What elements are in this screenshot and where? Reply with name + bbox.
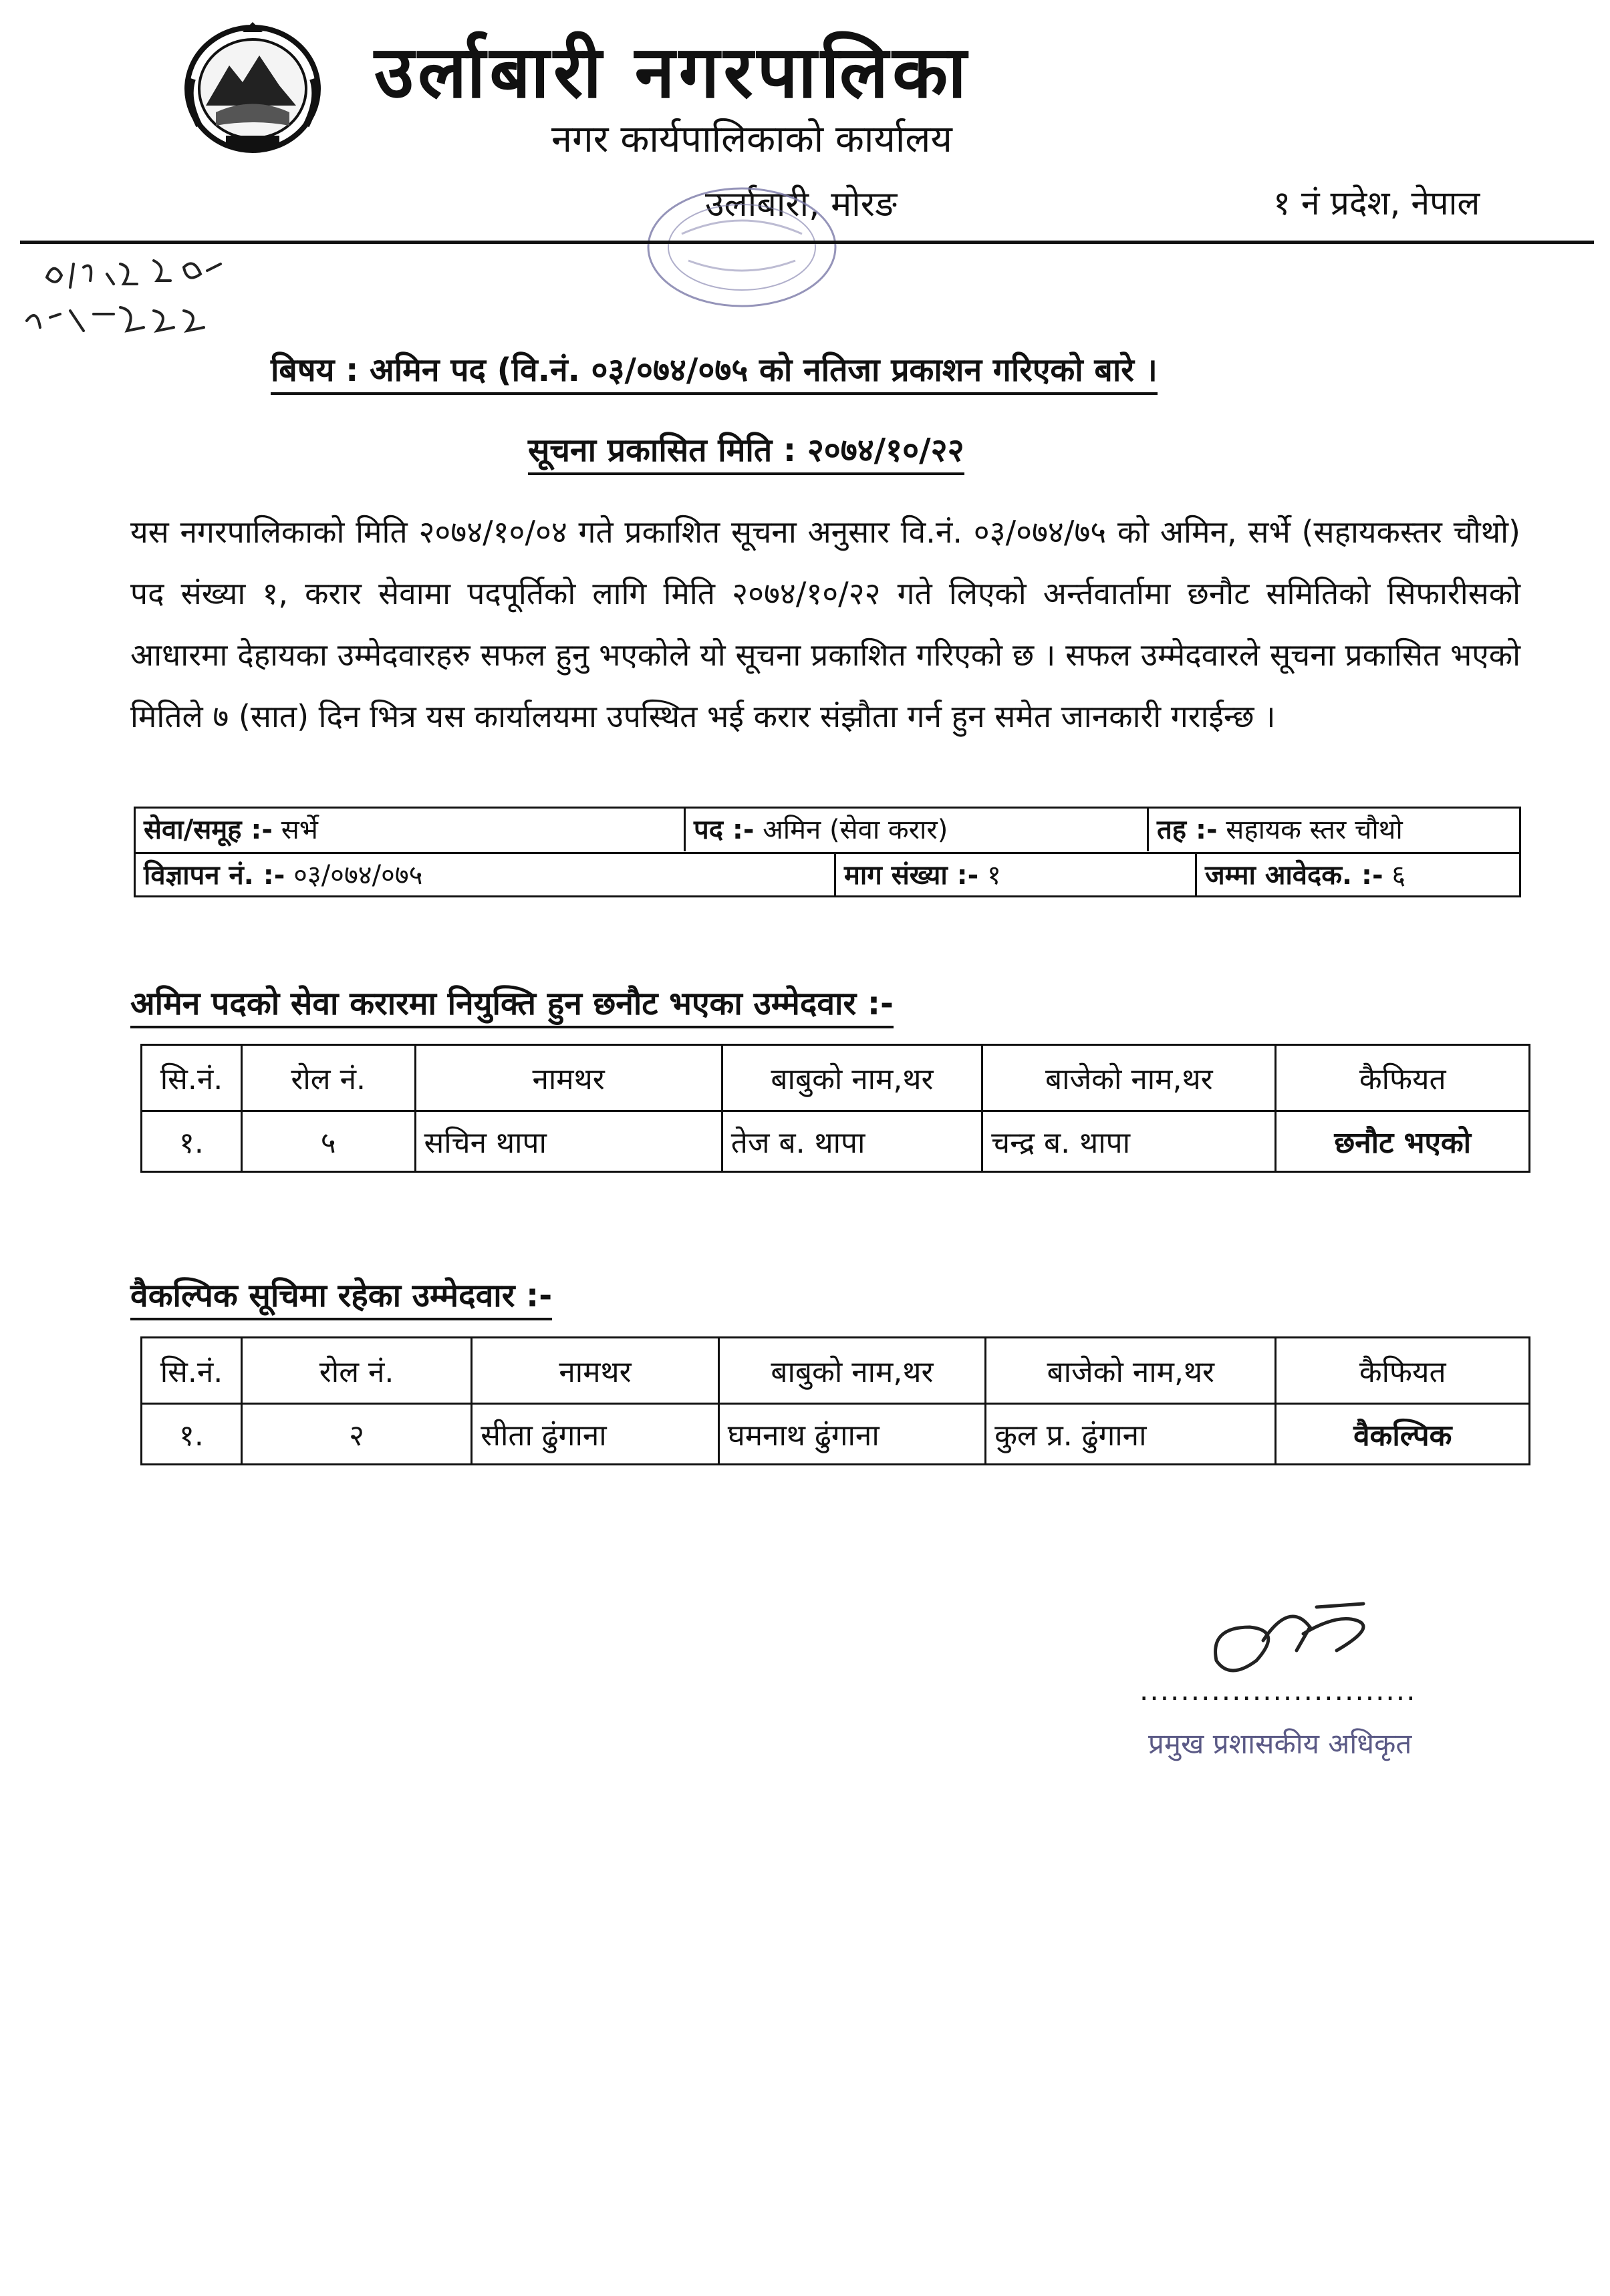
advertisement-number-value: ०३/०७४/०७५ [293, 860, 423, 891]
col-header-serial: सि.नं. [142, 1338, 242, 1404]
vacancy-info-row-2 [136, 852, 1519, 897]
service-group-label: सेवा/समूह :- [144, 815, 273, 845]
demand-count-label: माग संख्या :- [844, 860, 979, 891]
col-header-grandfather: बाजेको नाम,थर [982, 1045, 1276, 1111]
service-group-value: सर्भे [281, 815, 318, 845]
advertisement-number-cell [136, 854, 834, 897]
notice-body: यस नगरपालिकाको मिति २०७४/१०/०४ गते प्रकाशित सूचना अनुसार वि.नं. ०३/०७४/७५ को अमिन, सर्भे (सहायकस्तर चौथो) पद संख्या १, करार सेवामा पदपूर्तिको लागि मिति २०७४/१०/२२ गते लिएको अर्न्तवार्तामा छनौट समितिको सिफारीसको आधारमा देहायका उम्मेदवारहरु सफल हुनु भएकोले यो सूचना प्रकाशित गरिएको छ । सफल उम्मेदवारले सूचना प्रकासित भएको मितिले ७ (सात) दिन भित्र यस कार्यालयमा उपस्थित भई करार संझौता गर्न हुन समेत जानकारी गराईन्छ । [130, 514, 1520, 734]
nepal-emblem-icon [179, 19, 326, 156]
selected-candidates-table [140, 1044, 1530, 1173]
municipality-title: उर्लाबारी नगरपालिका [374, 31, 971, 114]
alternate-candidates-heading: वैकल्पिक सूचिमा रहेका उम्मेदवार :- [130, 1273, 552, 1320]
cell-father: तेज ब. थापा [722, 1111, 982, 1172]
cell-name: सीता ढुंगाना [472, 1404, 718, 1465]
col-header-remarks: कैफियत [1276, 1338, 1530, 1404]
service-group-cell [136, 809, 684, 851]
total-applicants-label: जम्मा आवेदक. :- [1205, 860, 1383, 891]
signature-line: ........................... [1139, 1674, 1417, 1707]
level-value: सहायक स्तर चौथो [1226, 815, 1403, 845]
cell-remarks: वैकल्पिक [1276, 1404, 1530, 1465]
vacancy-info-row-1 [136, 809, 1519, 851]
col-header-remarks: कैफियत [1276, 1045, 1530, 1111]
table-header-row [142, 1338, 1530, 1404]
post-cell [686, 809, 1147, 851]
advertisement-number-label: विज्ञापन नं. :- [144, 860, 285, 891]
signatory-title: प्रमुख प्रशासकीय अधिकृत [1148, 1727, 1412, 1760]
office-seal-stamp [642, 180, 842, 311]
col-header-roll: रोल नं. [241, 1338, 471, 1404]
office-location: उर्लाबारी, मोरङ [705, 184, 898, 225]
cell-roll: २ [241, 1404, 471, 1465]
cell-grandfather: कुल प्र. ढुंगाना [986, 1404, 1276, 1465]
total-applicants-cell [1197, 854, 1516, 897]
header-divider [20, 241, 1594, 244]
notice-publish-date: सूचना प्रकासित मिति : २०७४/१०/२२ [528, 428, 964, 475]
demand-count-cell [836, 854, 1220, 897]
post-label: पद :- [694, 815, 755, 845]
col-header-name: नामथर [472, 1338, 718, 1404]
handwritten-reference-number [20, 247, 234, 347]
office-name: नगर कार्यपालिकाको कार्यालय [551, 118, 952, 161]
col-header-father: बाबुको नाम,थर [718, 1338, 985, 1404]
cell-father: घमनाथ ढुंगाना [718, 1404, 985, 1465]
col-header-serial: सि.नं. [142, 1045, 242, 1111]
notice-subject: बिषय : अमिन पद (वि.नं. ०३/०७४/०७५ को नतिजा प्रकाशन गरिएको बारे । [271, 347, 1158, 395]
table-row [142, 1404, 1530, 1465]
selected-candidates-heading: अमिन पदको सेवा करारमा नियुक्ति हुन छनौट भएका उम्मेदवार :- [130, 981, 894, 1028]
col-header-grandfather: बाजेको नाम,थर [986, 1338, 1276, 1404]
level-label: तह :- [1157, 815, 1218, 845]
alternate-candidates-table [140, 1336, 1530, 1465]
total-applicants-value: ६ [1391, 860, 1406, 891]
col-header-father: बाबुको नाम,थर [722, 1045, 982, 1111]
cell-grandfather: चन्द्र ब. थापा [982, 1111, 1276, 1172]
table-row [142, 1111, 1530, 1172]
demand-count-value: १ [986, 860, 1001, 891]
cell-roll: ५ [241, 1111, 415, 1172]
province-label: १ नं प्रदेश, नेपाल [1273, 184, 1480, 223]
col-header-name: नामथर [415, 1045, 722, 1111]
table-header-row [142, 1045, 1530, 1111]
cell-remarks: छनौट भएको [1276, 1111, 1530, 1172]
post-value: अमिन (सेवा करार) [763, 815, 948, 845]
cell-serial: १. [142, 1404, 242, 1465]
col-header-roll: रोल नं. [241, 1045, 415, 1111]
cell-serial: १. [142, 1111, 242, 1172]
vacancy-info-box [134, 807, 1521, 897]
cell-name: सचिन थापा [415, 1111, 722, 1172]
level-cell [1149, 809, 1516, 851]
